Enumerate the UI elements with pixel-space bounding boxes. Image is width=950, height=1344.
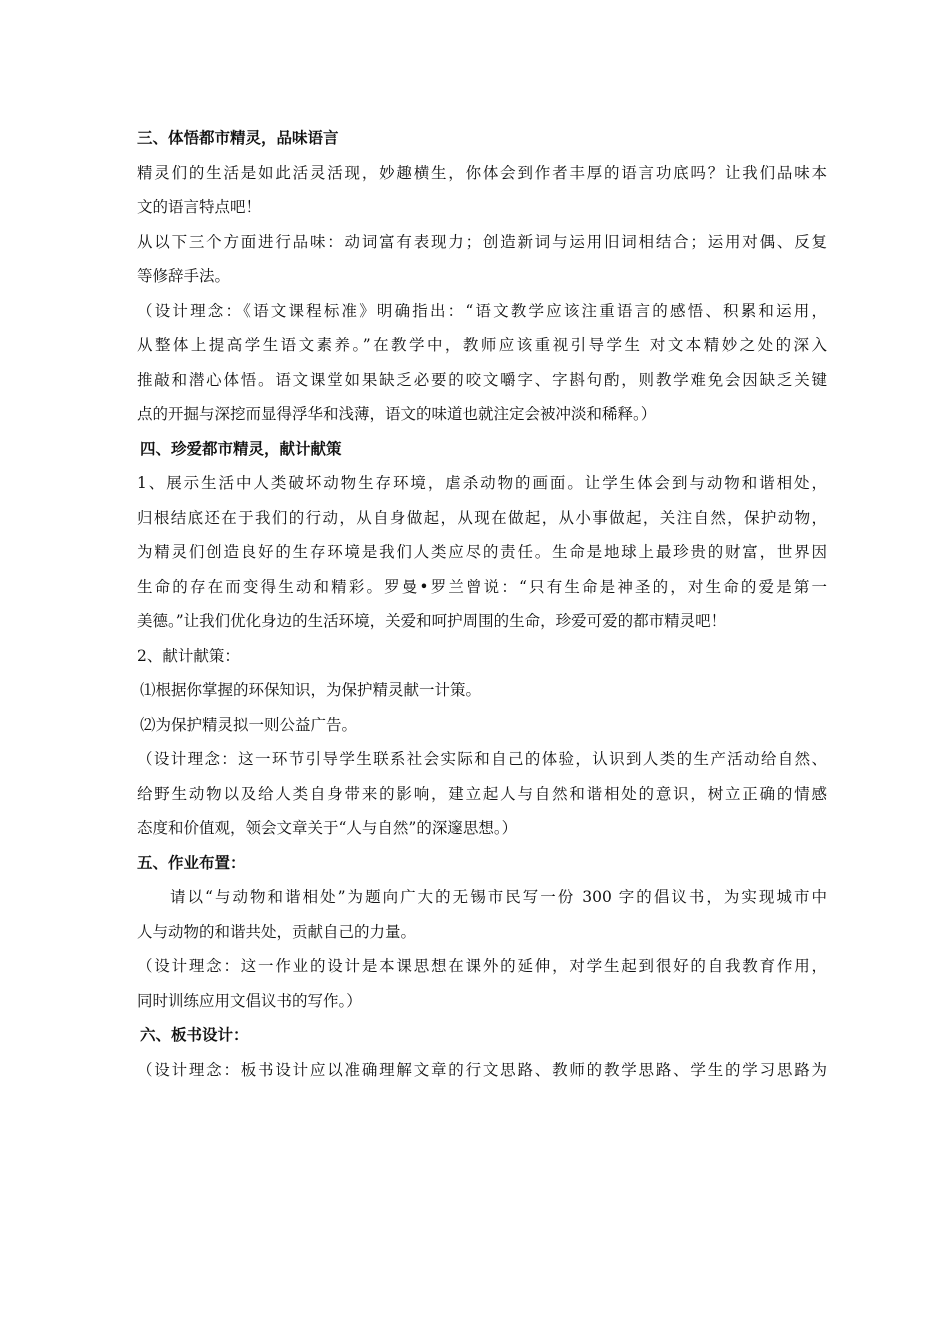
list-item: ⑴根据你掌握的环保知识，为保护精灵献一计策。: [140, 681, 482, 699]
paragraph-line: 从以下三个方面进行品味：动词富有表现力；创造新词与运用旧词相结合；运用对偶、反复: [137, 232, 827, 251]
section-heading-5: 五、作业布置：: [137, 853, 246, 872]
list-item: ⑵为保护精灵拟一则公益广告。: [140, 715, 358, 734]
paragraph-line: 美德。”让我们优化身边的生活环境，关爱和呵护周围的生命，珍爱可爱的都市精灵吧！: [137, 612, 727, 630]
paragraph-line: 1、展示生活中人类破坏动物生存环境，虐杀动物的画面。让学生体会到与动物和谐相处，: [137, 474, 827, 492]
paragraph-line: 等修辞手法。: [137, 267, 231, 285]
paragraph-line: 请以“与动物和谐相处”为题向广大的无锡市民写一份 300 字的倡议书，为实现城市中: [170, 888, 827, 906]
design-note-line: 从整体上提高学生语文素养。”在教学中，教师应该重视引导学生 对文本精妙之处的深入: [137, 336, 827, 354]
design-note-line: 给野生动物以及给人类自身带来的影响，建立起人与自然和谐相处的意识，树立正确的情感: [137, 784, 827, 803]
design-note-line: 推敲和潜心体悟。语文课堂如果缺乏必要的咬文嚼字、字斟句酌，则教学难免会因缺乏关键: [137, 370, 827, 389]
design-note-line: （设计理念：这一环节引导学生联系社会实际和自己的体验，认识到人类的生产活动给自然、: [137, 750, 827, 768]
paragraph-line: 生命的存在而变得生动和精彩。罗曼•罗兰曾说：“只有生命是神圣的，对生命的爱是第一: [137, 577, 827, 596]
paragraph-line: 为精灵们创造良好的生存环境是我们人类应尽的责任。生命是地球上最珍贵的财富，世界因: [137, 543, 827, 561]
section-heading-4: 四、珍爱都市精灵，献计献策: [140, 439, 342, 458]
paragraph-line: 人与动物的和谐共处，贡献自己的力量。: [137, 922, 417, 941]
section-heading-3: 三、体悟都市精灵，品味语言: [137, 129, 339, 147]
paragraph-line: 精灵们的生活是如此活灵活现，妙趣横生，你体会到作者丰厚的语言功底吗？让我们品味本: [137, 163, 827, 182]
section-heading-6: 六、板书设计：: [140, 1026, 249, 1044]
design-note-line: （设计理念：这一作业的设计是本课思想在课外的延伸，对学生起到很好的自我教育作用，: [137, 957, 827, 975]
paragraph-line: 文的语言特点吧！: [137, 198, 262, 216]
design-note-line: 态度和价值观，领会文章关于“人与自然”的深邃思想。）: [137, 819, 518, 837]
document-body: [137, 121, 827, 1087]
design-note-line: （设计理念：板书设计应以准确理解文章的行文思路、教师的教学思路、学生的学习思路为: [137, 1060, 827, 1079]
design-note-line: （设计理念：《语文课程标准》明确指出：“语文教学应该注重语言的感悟、积累和运用，: [137, 301, 827, 320]
paragraph-line: 归根结底还在于我们的行动，从自身做起，从现在做起，从小事做起，关注自然，保护动物，: [137, 508, 827, 527]
design-note-line: 同时训练应用文倡议书的写作。）: [137, 991, 362, 1010]
list-heading: 2、献计献策：: [137, 646, 240, 665]
design-note-line: 点的开掘与深挖而显得浮华和浅薄，语文的味道也就注定会被冲淡和稀释。）: [137, 405, 657, 423]
